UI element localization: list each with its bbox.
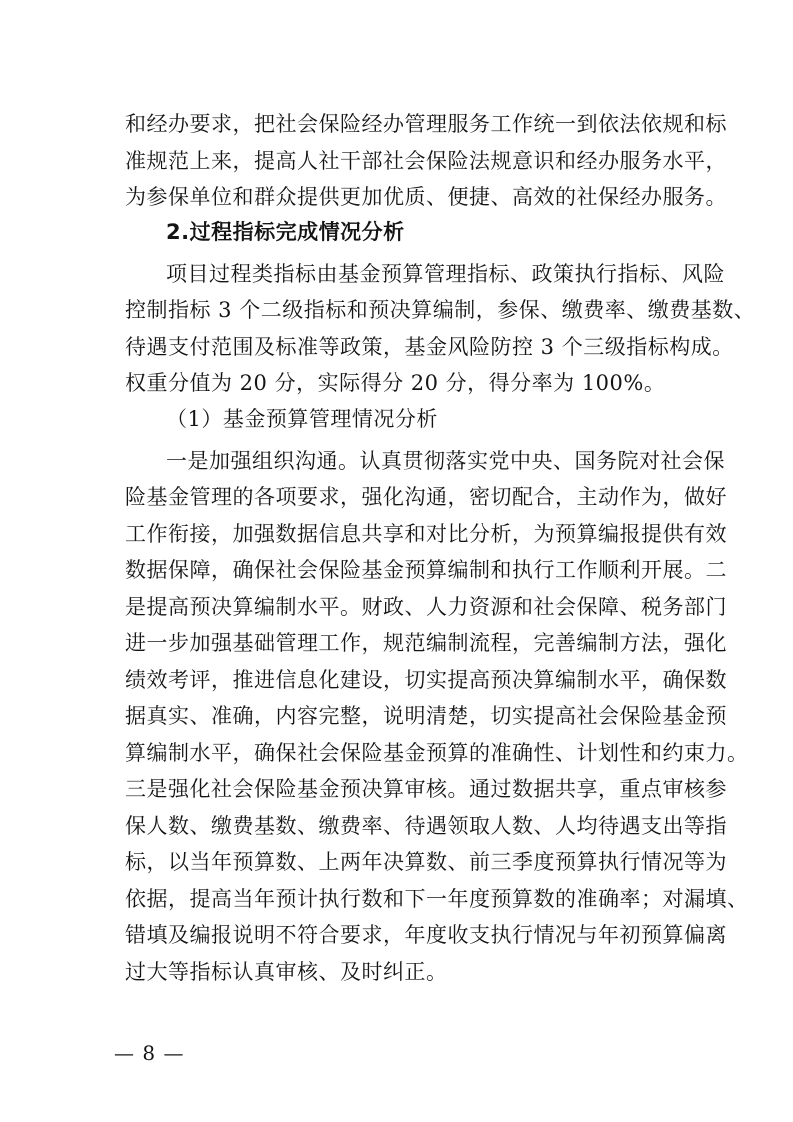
section-heading: 2.过程指标完成情况分析 xyxy=(166,220,405,244)
body-text-line: 三是强化社会保险基金预决算审核。通过数据共享，重点审核参 xyxy=(125,777,727,801)
body-text-line: 标，以当年预算数、上两年决算数、前三季度预算执行情况等为 xyxy=(125,850,727,874)
body-text-line: 是提高预决算编制水平。财政、人力资源和社会保障、税务部门 xyxy=(125,595,727,619)
body-text-line: 工作衔接，加强数据信息共享和对比分析，为预算编报提供有效 xyxy=(125,522,727,546)
body-text-line: 和经办要求，把社会保险经办管理服务工作统一到依法依规和标 xyxy=(125,112,727,136)
body-text-line: 数据保障，确保社会保险基金预算编制和执行工作顺利开展。二 xyxy=(125,558,727,582)
body-text-line: 据真实、准确，内容完整，说明清楚，切实提高社会保险基金预 xyxy=(125,704,727,728)
body-text-line: 一是加强组织沟通。认真贯彻落实党中央、国务院对社会保 xyxy=(166,449,725,473)
body-text-line: 过大等指标认真审核、及时纠正。 xyxy=(125,960,448,984)
body-text-line: 保人数、缴费基数、缴费率、待遇领取人数、人均待遇支出等指 xyxy=(125,814,727,838)
body-text-line: 依据，提高当年预计执行数和下一年度预算数的准确率；对漏填、 xyxy=(125,887,749,911)
page-number: — 8 — xyxy=(114,1041,185,1065)
subsection-heading: （1）基金预算管理情况分析 xyxy=(166,407,438,431)
body-text-line: 项目过程类指标由基金预算管理指标、政策执行指标、风险 xyxy=(166,262,725,286)
body-text-line: 错填及编报说明不符合要求，年度收支执行情况与年初预算偏离 xyxy=(125,923,727,947)
body-text-line: 待遇支付范围及标准等政策，基金风险防控 3 个三级指标构成。 xyxy=(125,335,734,359)
body-text-line: 绩效考评，推进信息化建设，切实提高预决算编制水平，确保数 xyxy=(125,668,727,692)
body-text-line: 控制指标 3 个二级指标和预决算编制，参保、缴费率、缴费基数、 xyxy=(125,298,756,322)
body-text-line: 准规范上来，提高人社干部社会保险法规意识和经办服务水平， xyxy=(125,149,727,173)
body-text-line: 权重分值为 20 分，实际得分 20 分，得分率为 100%。 xyxy=(125,371,666,395)
body-text-line: 算编制水平，确保社会保险基金预算的准确性、计划性和约束力。 xyxy=(125,741,749,765)
body-text-line: 为参保单位和群众提供更加优质、便捷、高效的社保经办服务。 xyxy=(125,185,727,209)
body-text-line: 险基金管理的各项要求，强化沟通，密切配合，主动作为，做好 xyxy=(125,485,727,509)
body-text-line: 进一步加强基础管理工作，规范编制流程，完善编制方法，强化 xyxy=(125,631,727,655)
